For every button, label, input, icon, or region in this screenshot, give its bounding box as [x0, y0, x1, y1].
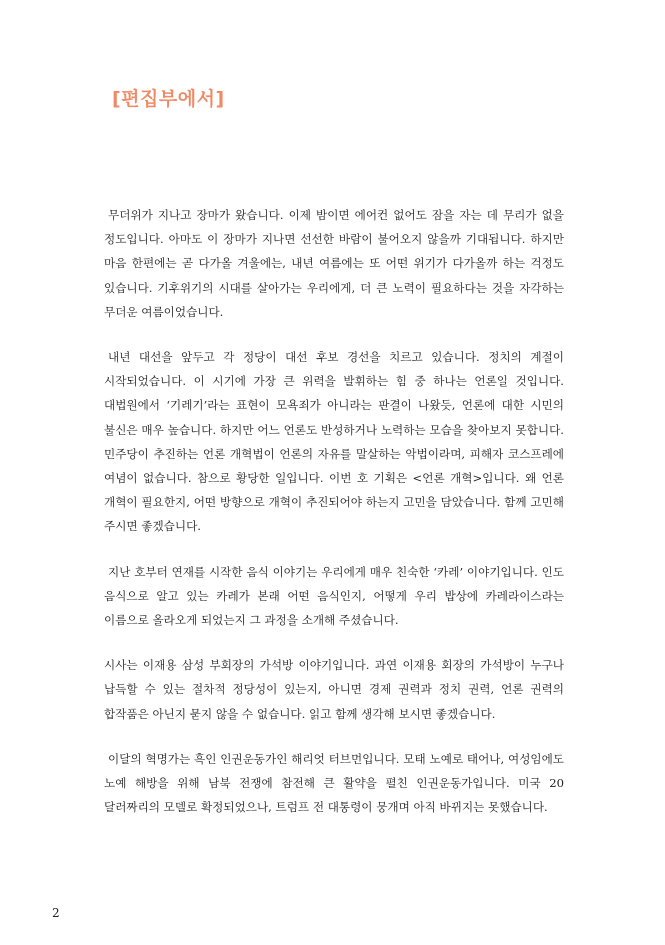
paragraph-current-affairs: 시사는 이재용 삼성 부회장의 가석방 이야기입니다. 과연 이재용 회장의 가석방이 누구나 납득할 수 있는 절차적 정당성이 있는지, 아니면 경제 권력과 정치 권력, 언론 권력의 합작품은 아닌지 묻지 않을 수 없습니다. 읽고 함께 생각해 보시면 좋겠습니다.: [104, 658, 564, 721]
editorial-body: [104, 203, 564, 819]
paragraph-heatwave: 무더위가 지나고 장마가 왔습니다. 이제 밤이면 에어컨 없어도 잠을 자는 데 무리가 없을 정도입니다. 아마도 이 장마가 지나면 선선한 바람이 불어오지 않을까 기대됩니다. 하지만 마음 한편에는 곧 다가올 겨울에는, 내년 여름에는 또 어떤 위기가 다가올까 하는 걱정도 있습니다. 기후위기의 시대를 살아가는 우리에게, 더 큰 노력이 필요하다는 것을 자각하는 무더운 여름이었습니다.: [104, 208, 564, 319]
paragraph-media-reform: 내년 대선을 앞두고 각 정당이 대선 후보 경선을 치르고 있습니다. 정치의 계절이 시작되었습니다. 이 시기에 가장 큰 위력을 발휘하는 힘 중 하나는 언론일 것입니다. 대법원에서 ‘기레기’라는 표현이 모욕죄가 아니라는 판결이 나왔듯, 언론에 대한 시민의 불신은 매우 높습니다. 하지만 어느 언론도 반성하거나 노력하는 모습을 찾아보지 못합니다. 민주당이 추진하는 언론 개혁법이 언론의 자유를 말살하는 악법이라며, 피해자 코스프레에 여념이 없습니다. 참으로 황당한 일입니다. 이번 호 기획은 <언론 개혁>입니다. 왜 언론 개혁이 필요한지, 어떤 방향으로 개혁이 추진되어야 하는지 고민을 담았습니다. 함께 고민해 주시면 좋겠습니다.: [104, 350, 564, 534]
section-title: [편집부에서]: [112, 88, 225, 110]
paragraph-revolutionary: 이달의 혁명가는 흑인 인권운동가인 해리엇 터브먼입니다. 모태 노예로 태어나, 여성임에도 노예 해방을 위해 남북 전쟁에 참전해 큰 활약을 펼친 인권운동가입니다. 미국 20 달러짜리의 모델로 확정되었으나, 트럼프 전 대통령이 뭉개며 아직 바뀌지는 못했습니다.: [104, 751, 564, 815]
paragraph-curry-story: 지난 호부터 연재를 시작한 음식 이야기는 우리에게 매우 친숙한 ‘카레’ 이야기입니다. 인도 음식으로 알고 있는 카레가 본래 어떤 음식인지, 어떻게 우리 밥상에 카레라이스라는 이름으로 올라오게 되었는지 그 과정을 소개해 주셨습니다.: [104, 564, 564, 628]
page-number: 2: [52, 906, 60, 920]
